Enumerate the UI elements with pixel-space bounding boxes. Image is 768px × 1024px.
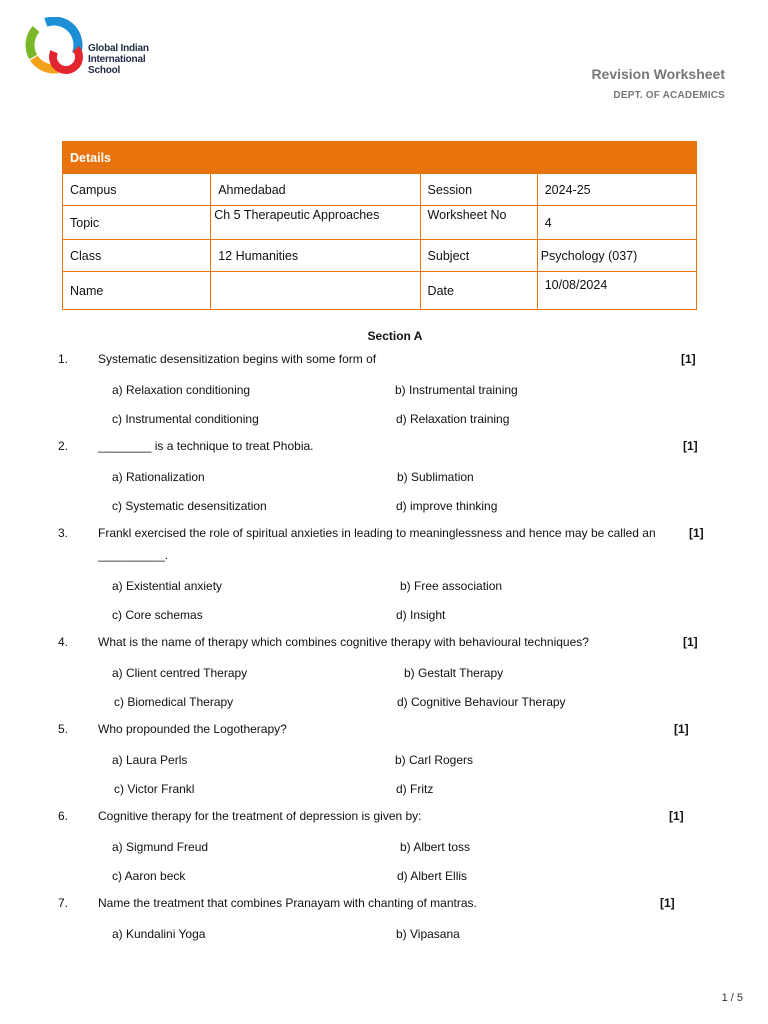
subject-label: Subject (420, 240, 537, 272)
question-text-continued: __________. (98, 548, 169, 562)
question-text: Frankl exercised the role of spiritual anxieties in leading to meaninglessness and hence may be called an (98, 526, 656, 540)
option-c: c) Core schemas (112, 608, 203, 622)
page-number: 1 / 5 (721, 992, 743, 1004)
question-marks: [1] (689, 526, 704, 540)
campus-value: Ahmedabad (211, 174, 420, 206)
name-label: Name (63, 272, 211, 310)
question-text: Systematic desensitization begins with some form of (98, 352, 377, 366)
table-row (63, 206, 697, 240)
option-a: a) Sigmund Freud (112, 840, 209, 854)
question-number: 2. (58, 439, 69, 453)
department-label: DEPT. OF ACADEMICS (613, 90, 725, 101)
option-d: d) Fritz (396, 782, 434, 796)
question-marks: [1] (681, 352, 696, 366)
worksheet-no-label: Worksheet No (420, 206, 537, 240)
question-text: Cognitive therapy for the treatment of depression is given by: (98, 809, 422, 823)
date-value: 10/08/2024 (537, 272, 696, 310)
option-a: a) Laura Perls (112, 753, 188, 767)
option-d: d) improve thinking (396, 499, 498, 513)
option-d: d) Cognitive Behaviour Therapy (397, 695, 566, 709)
school-name-line: School (88, 65, 121, 76)
school-name-line: International (88, 54, 146, 65)
option-b: b) Vipasana (396, 927, 460, 941)
question-number: 3. (58, 526, 69, 540)
table-row (63, 240, 697, 272)
details-heading: Details (63, 142, 697, 174)
question-marks: [1] (674, 722, 689, 736)
option-a: a) Existential anxiety (112, 579, 223, 593)
table-row (63, 174, 697, 206)
option-a: a) Kundalini Yoga (112, 927, 206, 941)
campus-label: Campus (63, 174, 211, 206)
question-marks: [1] (683, 439, 698, 453)
topic-value: Ch 5 Therapeutic Approaches (211, 206, 420, 240)
topic-label: Topic (63, 206, 211, 240)
question-marks: [1] (669, 809, 684, 823)
question-number: 6. (58, 809, 69, 823)
date-label: Date (420, 272, 537, 310)
worksheet-title: Revision Worksheet (591, 66, 725, 82)
option-d: d) Relaxation training (396, 412, 510, 426)
question-marks: [1] (660, 896, 675, 910)
question-number: 4. (58, 635, 69, 649)
question-number: 5. (58, 722, 69, 736)
option-c: c) Instrumental conditioning (112, 412, 259, 426)
question-number: 1. (58, 352, 69, 366)
class-value: 12 Humanities (211, 240, 420, 272)
option-b: b) Gestalt Therapy (404, 666, 504, 680)
question-marks: [1] (683, 635, 698, 649)
option-b: b) Sublimation (397, 470, 474, 484)
option-c: c) Biomedical Therapy (114, 695, 234, 709)
class-label: Class (63, 240, 211, 272)
question-text: Who propounded the Logotherapy? (98, 722, 287, 736)
question-number: 7. (58, 896, 69, 910)
option-c: c) Aaron beck (112, 869, 186, 883)
option-d: d) Albert Ellis (397, 869, 468, 883)
session-value: 2024-25 (537, 174, 696, 206)
school-name-line: Global Indian (88, 43, 149, 54)
section-title: Section A (367, 329, 423, 343)
subject-value: Psychology (037) (537, 240, 696, 272)
option-b: b) Instrumental training (395, 383, 518, 397)
session-label: Session (420, 174, 537, 206)
option-c: c) Systematic desensitization (112, 499, 267, 513)
option-b: b) Carl Rogers (395, 753, 474, 767)
option-b: b) Albert toss (400, 840, 471, 854)
school-name (88, 43, 149, 76)
question-text: What is the name of therapy which combines cognitive therapy with behavioural techniques? (98, 635, 589, 649)
question-text: ________ is a technique to treat Phobia. (98, 439, 314, 453)
option-b: b) Free association (400, 579, 503, 593)
worksheet-no-value: 4 (537, 206, 696, 240)
table-row (63, 272, 697, 310)
option-d: d) Insight (396, 608, 446, 622)
option-a: a) Client centred Therapy (112, 666, 248, 680)
option-c: c) Victor Frankl (114, 782, 195, 796)
option-a: a) Rationalization (112, 470, 205, 484)
question-text: Name the treatment that combines Pranayam with chanting of mantras. (98, 896, 477, 910)
option-a: a) Relaxation conditioning (112, 383, 251, 397)
name-value[interactable] (211, 272, 420, 310)
details-table (62, 141, 697, 310)
